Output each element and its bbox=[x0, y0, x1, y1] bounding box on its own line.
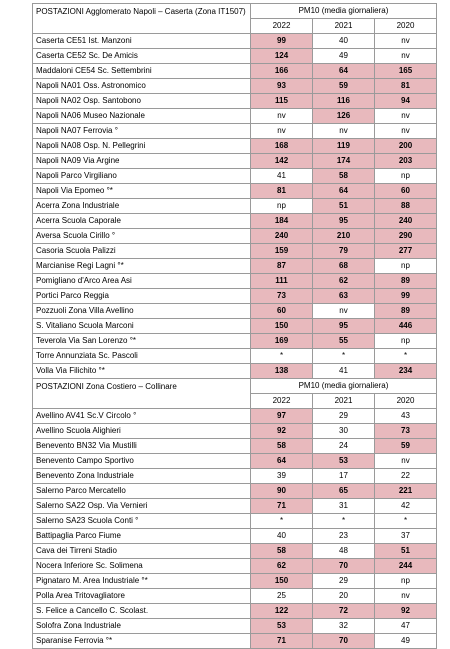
station-name: Napoli NA07 Ferrovia ° bbox=[33, 124, 251, 139]
pm10-value: 62 bbox=[251, 559, 313, 574]
pm10-value: 53 bbox=[313, 454, 375, 469]
station-name: Polla Area Tritovagliatore bbox=[33, 589, 251, 604]
table-row bbox=[33, 109, 437, 124]
table-row bbox=[33, 574, 437, 589]
station-name: Maddaloni CE54 Sc. Settembrini bbox=[33, 64, 251, 79]
pm10-value: nv bbox=[375, 34, 437, 49]
pm10-value: 58 bbox=[251, 544, 313, 559]
table-row bbox=[33, 334, 437, 349]
pm10-value: 71 bbox=[251, 634, 313, 649]
pm10-value: 37 bbox=[375, 529, 437, 544]
pm10-value: 55 bbox=[313, 334, 375, 349]
section2-pm-label: PM10 (media giornaliera) bbox=[251, 379, 437, 394]
year-header: 2021 bbox=[313, 394, 375, 409]
table-row bbox=[33, 259, 437, 274]
pm10-value: 119 bbox=[313, 139, 375, 154]
pm10-value: 159 bbox=[251, 244, 313, 259]
station-name: Volla Via Filichito °* bbox=[33, 364, 251, 379]
pm10-value: 93 bbox=[251, 79, 313, 94]
pm10-value: 290 bbox=[375, 229, 437, 244]
pm10-value: 142 bbox=[251, 154, 313, 169]
station-name: Teverola Via San Lorenzo °* bbox=[33, 334, 251, 349]
pm10-value: 79 bbox=[313, 244, 375, 259]
table-row bbox=[33, 484, 437, 499]
pm10-value: 81 bbox=[375, 79, 437, 94]
pm10-value: 87 bbox=[251, 259, 313, 274]
table-row bbox=[33, 229, 437, 244]
pm10-value: 41 bbox=[313, 364, 375, 379]
pm10-value: 240 bbox=[251, 229, 313, 244]
station-name: S. Vitaliano Scuola Marconi bbox=[33, 319, 251, 334]
section1-header-row bbox=[33, 4, 437, 19]
pm10-value: 81 bbox=[251, 184, 313, 199]
pm10-table bbox=[32, 3, 437, 649]
pm10-value: 17 bbox=[313, 469, 375, 484]
pm10-value: 24 bbox=[313, 439, 375, 454]
table-row bbox=[33, 34, 437, 49]
station-name: Nocera Inferiore Sc. Solimena bbox=[33, 559, 251, 574]
station-name: Avellino AV41 Sc.V Circolo ° bbox=[33, 409, 251, 424]
table-row bbox=[33, 64, 437, 79]
station-name: Caserta CE51 Ist. Manzoni bbox=[33, 34, 251, 49]
station-name: Napoli NA06 Museo Nazionale bbox=[33, 109, 251, 124]
pm10-value: 88 bbox=[375, 199, 437, 214]
station-name: Acerra Zona Industriale bbox=[33, 199, 251, 214]
pm10-value: np bbox=[251, 199, 313, 214]
pm10-value: 49 bbox=[313, 49, 375, 64]
station-name: Battipaglia Parco Fiume bbox=[33, 529, 251, 544]
station-name: Benevento Campo Sportivo bbox=[33, 454, 251, 469]
table-row bbox=[33, 214, 437, 229]
station-name: Pignataro M. Area Industriale °* bbox=[33, 574, 251, 589]
table-row bbox=[33, 409, 437, 424]
pm10-value: 32 bbox=[313, 619, 375, 634]
table-row bbox=[33, 304, 437, 319]
table-row bbox=[33, 79, 437, 94]
pm10-value: 168 bbox=[251, 139, 313, 154]
station-name: Cava dei Tirreni Stadio bbox=[33, 544, 251, 559]
pm10-value: nv bbox=[251, 109, 313, 124]
pm10-value: 70 bbox=[313, 634, 375, 649]
table-row bbox=[33, 424, 437, 439]
pm10-value: 71 bbox=[251, 499, 313, 514]
station-name: Solofra Zona Industriale bbox=[33, 619, 251, 634]
station-name: Napoli NA08 Osp. N. Pellegrini bbox=[33, 139, 251, 154]
table-row bbox=[33, 244, 437, 259]
table-row bbox=[33, 529, 437, 544]
pm10-value: 150 bbox=[251, 319, 313, 334]
pm10-value: 20 bbox=[313, 589, 375, 604]
pm10-value: 92 bbox=[375, 604, 437, 619]
station-name: Benevento BN32 Via Mustilli bbox=[33, 439, 251, 454]
year-header: 2021 bbox=[313, 19, 375, 34]
table-row bbox=[33, 589, 437, 604]
pm10-value: 72 bbox=[313, 604, 375, 619]
pm10-value: 60 bbox=[251, 304, 313, 319]
pm10-value: 58 bbox=[251, 439, 313, 454]
pm10-value: * bbox=[251, 514, 313, 529]
pm10-value: 277 bbox=[375, 244, 437, 259]
pm10-value: 25 bbox=[251, 589, 313, 604]
station-name: Avellino Scuola Alighieri bbox=[33, 424, 251, 439]
pm10-value: 51 bbox=[375, 544, 437, 559]
pm10-value: 29 bbox=[313, 409, 375, 424]
pm10-value: 446 bbox=[375, 319, 437, 334]
pm10-value: 116 bbox=[313, 94, 375, 109]
pm10-value: 150 bbox=[251, 574, 313, 589]
station-name: Salerno SA22 Osp. Via Vernieri bbox=[33, 499, 251, 514]
station-name: Salerno Parco Mercatello bbox=[33, 484, 251, 499]
station-name: Napoli NA01 Oss. Astronomico bbox=[33, 79, 251, 94]
table-row bbox=[33, 604, 437, 619]
table-row bbox=[33, 349, 437, 364]
table-row bbox=[33, 514, 437, 529]
table-row bbox=[33, 319, 437, 334]
pm10-value: nv bbox=[375, 454, 437, 469]
pm10-value: 60 bbox=[375, 184, 437, 199]
pm10-value: 41 bbox=[251, 169, 313, 184]
table-row bbox=[33, 139, 437, 154]
pm10-value: nv bbox=[375, 589, 437, 604]
pm10-value: nv bbox=[375, 109, 437, 124]
pm10-value: nv bbox=[313, 124, 375, 139]
station-name: Torre Annunziata Sc. Pascoli bbox=[33, 349, 251, 364]
pm10-value: 59 bbox=[313, 79, 375, 94]
pm10-value: 138 bbox=[251, 364, 313, 379]
pm10-value: 63 bbox=[313, 289, 375, 304]
pm10-value: 240 bbox=[375, 214, 437, 229]
pm10-value: 99 bbox=[375, 289, 437, 304]
pm10-value: 64 bbox=[313, 64, 375, 79]
section1-title: POSTAZIONI Agglomerato Napoli – Caserta (Zona IT1507) bbox=[33, 4, 251, 34]
pm10-value: 200 bbox=[375, 139, 437, 154]
table-row bbox=[33, 454, 437, 469]
pm10-value: 165 bbox=[375, 64, 437, 79]
pm10-value: nv bbox=[313, 304, 375, 319]
pm10-value: 210 bbox=[313, 229, 375, 244]
pm10-value: * bbox=[313, 514, 375, 529]
pm10-value: * bbox=[251, 349, 313, 364]
pm10-value: 244 bbox=[375, 559, 437, 574]
station-name: Acerra Scuola Caporale bbox=[33, 214, 251, 229]
pm10-value: 95 bbox=[313, 214, 375, 229]
pm10-value: 99 bbox=[251, 34, 313, 49]
pm10-value: nv bbox=[375, 124, 437, 139]
pm10-value: np bbox=[375, 169, 437, 184]
section2-header-row bbox=[33, 379, 437, 394]
pm10-value: * bbox=[313, 349, 375, 364]
table-row bbox=[33, 154, 437, 169]
pm10-value: 221 bbox=[375, 484, 437, 499]
table-row bbox=[33, 544, 437, 559]
pm10-value: 40 bbox=[251, 529, 313, 544]
pm10-value: np bbox=[375, 259, 437, 274]
station-name: Pozzuoli Zona Villa Avellino bbox=[33, 304, 251, 319]
pm10-value: 115 bbox=[251, 94, 313, 109]
pm10-value: 68 bbox=[313, 259, 375, 274]
pm10-value: 23 bbox=[313, 529, 375, 544]
station-name: Aversa Scuola Cirillo ° bbox=[33, 229, 251, 244]
section2-title: POSTAZIONI Zona Costiero – Collinare bbox=[33, 379, 251, 409]
pm10-value: 90 bbox=[251, 484, 313, 499]
table-row bbox=[33, 184, 437, 199]
pm10-value: 58 bbox=[313, 169, 375, 184]
station-name: Napoli NA02 Osp. Santobono bbox=[33, 94, 251, 109]
pm10-value: 59 bbox=[375, 439, 437, 454]
pm10-value: 42 bbox=[375, 499, 437, 514]
section1-pm-label: PM10 (media giornaliera) bbox=[251, 4, 437, 19]
pm10-value: 126 bbox=[313, 109, 375, 124]
table-row bbox=[33, 124, 437, 139]
year-header: 2022 bbox=[251, 394, 313, 409]
station-name: Pomigliano d'Arco Area Asi bbox=[33, 274, 251, 289]
station-name: Sparanise Ferrovia °* bbox=[33, 634, 251, 649]
station-name: Napoli Via Epomeo °* bbox=[33, 184, 251, 199]
year-header: 2020 bbox=[375, 394, 437, 409]
table-row bbox=[33, 634, 437, 649]
pm10-value: nv bbox=[251, 124, 313, 139]
table-row bbox=[33, 469, 437, 484]
station-name: Caserta CE52 Sc. De Amicis bbox=[33, 49, 251, 64]
pm10-value: 184 bbox=[251, 214, 313, 229]
pm10-value: 89 bbox=[375, 274, 437, 289]
pm10-value: 62 bbox=[313, 274, 375, 289]
pm10-value: 48 bbox=[313, 544, 375, 559]
pm10-value: 29 bbox=[313, 574, 375, 589]
pm10-value: 70 bbox=[313, 559, 375, 574]
pm10-value: * bbox=[375, 349, 437, 364]
table-row bbox=[33, 619, 437, 634]
pm10-value: 122 bbox=[251, 604, 313, 619]
pm10-value: 73 bbox=[375, 424, 437, 439]
pm10-value: 39 bbox=[251, 469, 313, 484]
table-row bbox=[33, 169, 437, 184]
table-row bbox=[33, 499, 437, 514]
station-name: S. Felice a Cancello C. Scolast. bbox=[33, 604, 251, 619]
station-name: Casoria Scuola Palizzi bbox=[33, 244, 251, 259]
table-row bbox=[33, 274, 437, 289]
pm10-value: 49 bbox=[375, 634, 437, 649]
table-row bbox=[33, 199, 437, 214]
station-name: Salerno SA23 Scuola Conti ° bbox=[33, 514, 251, 529]
pm10-value: 89 bbox=[375, 304, 437, 319]
station-name: Marcianise Regi Lagni °* bbox=[33, 259, 251, 274]
pm10-value: 92 bbox=[251, 424, 313, 439]
station-name: Napoli Parco Virgiliano bbox=[33, 169, 251, 184]
pm10-value: 22 bbox=[375, 469, 437, 484]
pm10-value: 166 bbox=[251, 64, 313, 79]
table-body bbox=[33, 4, 437, 649]
pm10-value: 30 bbox=[313, 424, 375, 439]
pm10-value: 203 bbox=[375, 154, 437, 169]
table-row bbox=[33, 439, 437, 454]
pm10-value: 95 bbox=[313, 319, 375, 334]
table-row bbox=[33, 559, 437, 574]
station-name: Napoli NA09 Via Argine bbox=[33, 154, 251, 169]
pm10-value: 111 bbox=[251, 274, 313, 289]
table-row bbox=[33, 364, 437, 379]
pm10-value: 40 bbox=[313, 34, 375, 49]
pm10-value: 234 bbox=[375, 364, 437, 379]
pm10-value: 169 bbox=[251, 334, 313, 349]
pm10-value: 174 bbox=[313, 154, 375, 169]
pm10-value: 51 bbox=[313, 199, 375, 214]
pm10-value: 64 bbox=[313, 184, 375, 199]
pm10-value: 43 bbox=[375, 409, 437, 424]
pm10-value: 94 bbox=[375, 94, 437, 109]
pm10-value: 124 bbox=[251, 49, 313, 64]
pm10-value: 65 bbox=[313, 484, 375, 499]
pm10-value: 97 bbox=[251, 409, 313, 424]
station-name: Portici Parco Reggia bbox=[33, 289, 251, 304]
year-header: 2022 bbox=[251, 19, 313, 34]
table-row bbox=[33, 49, 437, 64]
pm10-value: 31 bbox=[313, 499, 375, 514]
station-name: Benevento Zona Industriale bbox=[33, 469, 251, 484]
pm10-value: * bbox=[375, 514, 437, 529]
table-row bbox=[33, 289, 437, 304]
pm10-value: 53 bbox=[251, 619, 313, 634]
pm10-value: 73 bbox=[251, 289, 313, 304]
table-row bbox=[33, 94, 437, 109]
pm10-value: nv bbox=[375, 49, 437, 64]
year-header: 2020 bbox=[375, 19, 437, 34]
pm10-value: np bbox=[375, 334, 437, 349]
pm10-value: 64 bbox=[251, 454, 313, 469]
pm10-value: np bbox=[375, 574, 437, 589]
pm10-value: 47 bbox=[375, 619, 437, 634]
